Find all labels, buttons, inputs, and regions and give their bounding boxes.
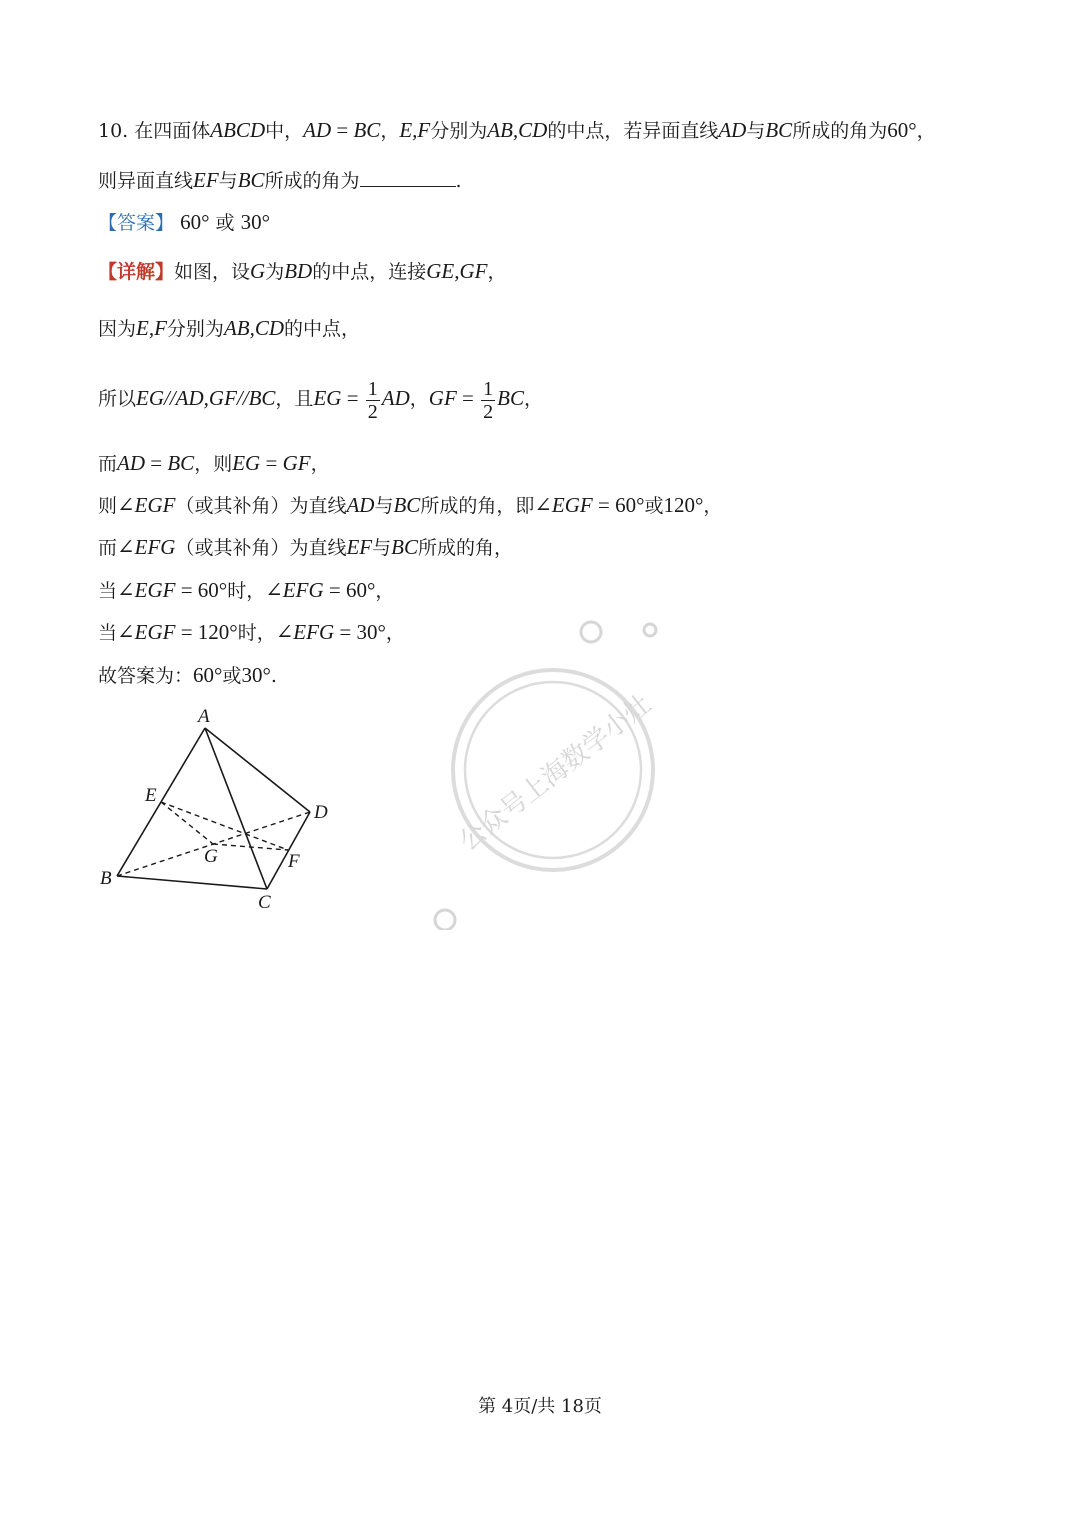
text: 为 xyxy=(265,261,285,283)
math: BC xyxy=(393,493,421,517)
math: GE,GF xyxy=(426,259,488,283)
text: 的中点，若异面直线 xyxy=(547,120,719,142)
label-F: F xyxy=(288,851,300,872)
math: AB,CD xyxy=(223,316,285,340)
answer-blank xyxy=(360,168,456,187)
text: 中， xyxy=(265,120,304,142)
math-op: = xyxy=(456,386,480,410)
text: 如图，设 xyxy=(174,261,251,283)
text: 因为 xyxy=(98,318,137,340)
math: E,F xyxy=(136,316,167,340)
math: ∠EFG xyxy=(275,620,335,644)
solution-line-1 xyxy=(98,257,507,286)
math-value: 60° xyxy=(615,493,645,517)
math: BC xyxy=(765,118,793,142)
solution-line-2 xyxy=(98,314,360,343)
text: 时， xyxy=(227,580,266,602)
math: AD xyxy=(718,118,747,142)
fraction-half xyxy=(366,378,380,423)
math: AD xyxy=(303,118,332,142)
math-value: 60° xyxy=(197,578,228,602)
problem-line-2 xyxy=(98,166,462,195)
denominator: 2 xyxy=(367,400,378,423)
math: ∠EGF xyxy=(117,620,176,644)
text: 时， xyxy=(237,622,276,644)
text: 与 xyxy=(374,495,394,517)
answer-value-1: 60° xyxy=(180,210,210,234)
text: 或 xyxy=(215,212,235,234)
math-op: = xyxy=(145,451,168,475)
text: 当 xyxy=(98,622,118,644)
watermark-text: 公众号上海数学小灶 xyxy=(454,689,657,858)
math-value: 30° xyxy=(241,663,271,687)
math: BD xyxy=(284,259,313,283)
text: 而 xyxy=(98,453,118,475)
math: AD xyxy=(117,451,146,475)
text: （或其补角）为直线 xyxy=(175,495,347,517)
answer-line xyxy=(98,208,270,237)
answer-value-2: 30° xyxy=(240,210,270,234)
text: ， xyxy=(409,388,429,410)
math-value: 30° xyxy=(356,620,386,644)
math-value: 120° xyxy=(663,493,704,517)
segment-EF xyxy=(161,802,288,850)
text: 的中点，连接 xyxy=(312,261,427,283)
math-op: = xyxy=(175,578,198,602)
text: 所成的角， xyxy=(417,537,513,559)
text: ， xyxy=(375,580,395,602)
text: 而 xyxy=(98,537,118,559)
math-value: 60° xyxy=(193,663,223,687)
math: ABCD xyxy=(210,118,266,142)
math-op: = xyxy=(260,451,283,475)
math: AD xyxy=(346,493,375,517)
solution-line-5 xyxy=(98,491,722,520)
problem-number: 10. xyxy=(98,120,129,142)
math: BC xyxy=(391,535,418,559)
text: 与 xyxy=(218,170,238,192)
text: 当 xyxy=(98,580,118,602)
math: AD xyxy=(381,386,410,410)
math: ∠EGF xyxy=(534,493,593,517)
math: BC xyxy=(353,118,381,142)
text: ，则 xyxy=(194,453,233,475)
math-op: = xyxy=(334,620,357,644)
text: 的中点， xyxy=(284,318,361,340)
solution-line-8 xyxy=(98,618,405,647)
math: EG//AD,GF//BC xyxy=(136,386,276,410)
text: 分别为 xyxy=(166,318,224,340)
text: 分别为 xyxy=(430,120,488,142)
math: G xyxy=(250,259,266,283)
math: E,F xyxy=(399,118,431,142)
text: （或其补角）为直线 xyxy=(175,537,347,559)
text: ， xyxy=(916,120,936,142)
label-E: E xyxy=(145,785,157,806)
text: 故答案为： xyxy=(98,665,194,687)
math: ∠EFG xyxy=(117,535,176,559)
math-value: 60° xyxy=(345,578,376,602)
answer-tag: 【答案】 xyxy=(98,212,175,234)
solution-line-9 xyxy=(98,661,277,690)
math: AB,CD xyxy=(487,118,548,142)
text: 所成的角为 xyxy=(264,170,360,192)
math: EG xyxy=(313,386,342,410)
text: 所成的角为 xyxy=(792,120,888,142)
label-A: A xyxy=(198,706,210,727)
solution-line-4 xyxy=(98,449,330,478)
label-D: D xyxy=(314,802,328,823)
math: BC xyxy=(497,386,524,410)
fraction-half xyxy=(481,378,495,423)
text: ， xyxy=(380,120,400,142)
problem-line-1 xyxy=(98,116,936,145)
math: ∠EGF xyxy=(117,493,176,517)
solution-line-6 xyxy=(98,533,513,562)
math: GF xyxy=(428,386,457,410)
math: BC xyxy=(237,168,265,192)
text: ， xyxy=(703,495,723,517)
text: ， xyxy=(310,453,330,475)
math-op: = xyxy=(175,620,198,644)
watermark-dot xyxy=(435,910,455,930)
label-C: C xyxy=(258,892,271,913)
denominator: 2 xyxy=(483,400,494,423)
text: 或 xyxy=(644,495,664,517)
text: ， xyxy=(385,622,405,644)
math: ∠EFG xyxy=(265,578,324,602)
solution-line-3 xyxy=(98,372,543,425)
text: ， xyxy=(487,261,507,283)
solution-line-7 xyxy=(98,576,394,605)
math: BC xyxy=(167,451,195,475)
text: ， xyxy=(523,388,543,410)
label-G: G xyxy=(204,846,218,867)
text: ，且 xyxy=(275,388,314,410)
text: 则异面直线 xyxy=(98,170,194,192)
text: 与 xyxy=(746,120,766,142)
segment-EG xyxy=(161,802,213,844)
text: 所以 xyxy=(98,388,137,410)
numerator: 1 xyxy=(367,377,378,400)
math-op: = xyxy=(331,118,354,142)
math: ∠EGF xyxy=(117,578,176,602)
math-op: = xyxy=(592,493,616,517)
math-op: = xyxy=(323,578,346,602)
text: . xyxy=(270,665,277,687)
watermark-dot xyxy=(581,622,601,642)
text: . xyxy=(455,170,462,192)
math: EF xyxy=(193,168,219,192)
detail-tag: 【详解】 xyxy=(98,261,175,283)
text: 则 xyxy=(98,495,118,517)
watermark-stamp xyxy=(425,610,675,930)
watermark-dot xyxy=(644,624,656,636)
tetrahedron-figure xyxy=(92,700,352,920)
math-value: 60° xyxy=(887,118,917,142)
edge-BC xyxy=(117,876,267,889)
label-B: B xyxy=(100,868,112,889)
page-footer: 第 4页/共 18页 xyxy=(478,1396,602,1417)
math: EG xyxy=(232,451,261,475)
math-op: = xyxy=(341,386,364,410)
text: 所成的角，即 xyxy=(420,495,535,517)
text: 在四面体 xyxy=(134,120,211,142)
text: 与 xyxy=(372,537,392,559)
math-value: 120° xyxy=(197,620,238,644)
math: EF xyxy=(346,535,373,559)
numerator: 1 xyxy=(483,377,494,400)
text: 或 xyxy=(222,665,242,687)
math: GF xyxy=(282,451,311,475)
